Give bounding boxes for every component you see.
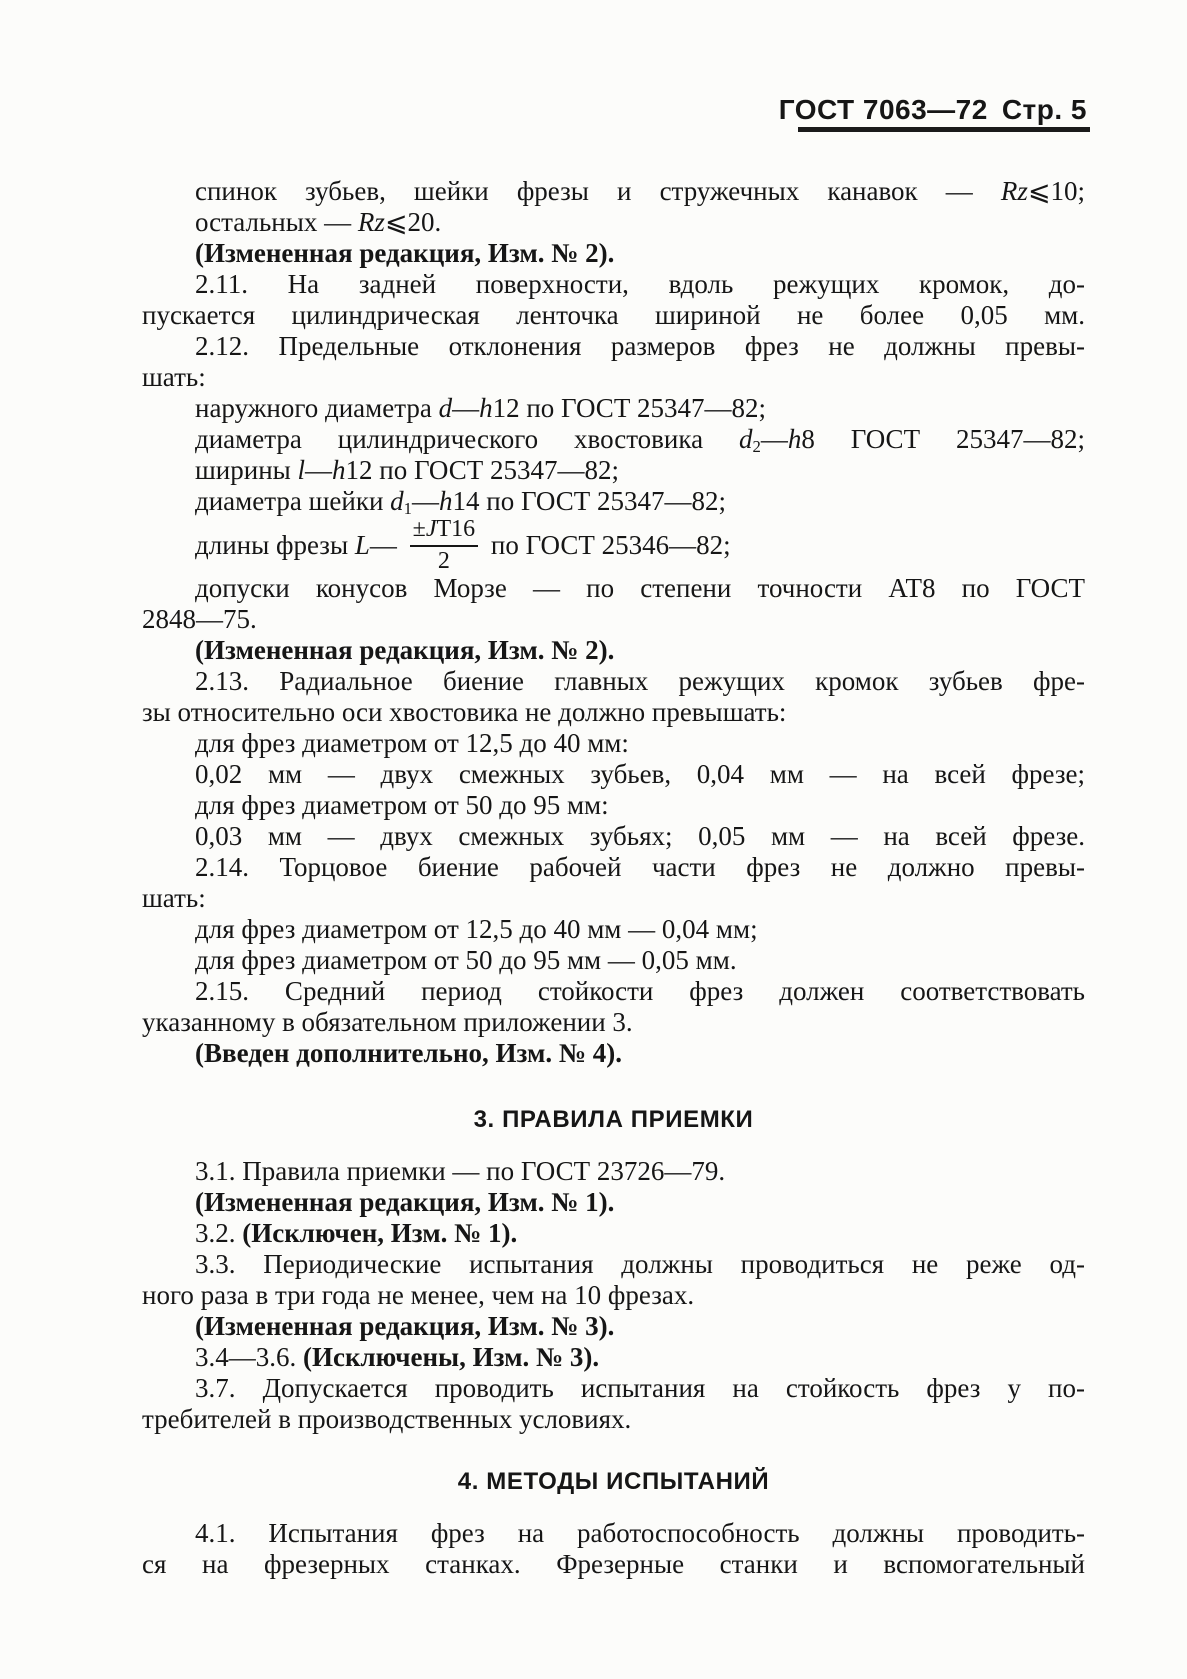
text-segment: (Исключены, Изм. № 3). [303, 1342, 600, 1372]
text-segment: спинок зубьев, шейки фрезы и стружечных канавок — [195, 176, 1001, 206]
text-line [142, 666, 1085, 697]
text-line [142, 300, 1085, 331]
text-segment: (Измененная редакция, Изм. № 2). [195, 635, 615, 665]
text-line [142, 1187, 1085, 1218]
text-segment: (Измененная редакция, Изм. № 2). [195, 238, 615, 268]
text-line [142, 1007, 1085, 1038]
text-segment: d [739, 424, 753, 454]
text-segment: l [297, 455, 306, 485]
text-segment: (Исключен, Изм. № 1). [242, 1218, 518, 1248]
text-line [142, 635, 1085, 666]
text-line [142, 604, 1085, 635]
text-segment: (Введен дополнительно, Изм. № 4). [195, 1038, 622, 1068]
text-segment: T16 [436, 516, 476, 543]
text-line [142, 976, 1085, 1007]
text-segment: 1 [403, 499, 413, 519]
text-segment: диаметра шейки [195, 486, 391, 516]
text-line [142, 331, 1085, 362]
fraction-denominator [410, 547, 479, 576]
text-line [142, 914, 1085, 945]
text-segment: ± [412, 516, 426, 543]
fraction-numerator [410, 516, 479, 547]
text-segment: 3.4—3.6. [195, 1342, 303, 1372]
text-segment: 0,02 мм — двух смежных зубьев, 0,04 мм — на всей фрезе; [195, 759, 1085, 789]
header-rule [798, 127, 1090, 132]
text-segment: h [332, 455, 346, 485]
text-segment: ⩽20. [384, 207, 442, 237]
text-segment: зы относительно оси хвостовика не должно превышать: [142, 697, 787, 727]
text-segment: для фрез диаметром от 12,5 до 40 мм: [195, 728, 629, 758]
section-heading [142, 1104, 1085, 1135]
text-segment: пускается цилиндрическая ленточка шириной не более 0,05 мм. [142, 300, 1085, 330]
text-segment: ширины [195, 455, 298, 485]
text-line [142, 424, 1085, 455]
text-segment: d [438, 393, 453, 423]
text-line [142, 573, 1085, 604]
text-segment: 2.11. На задней поверхности, вдоль режущих кромок, до- [195, 269, 1085, 299]
text-segment: — [412, 486, 440, 516]
text-segment: шать: [142, 883, 206, 913]
text-segment: диаметра цилиндрического хвостовика [195, 424, 739, 454]
text-line [142, 486, 1085, 517]
text-segment: h [787, 424, 802, 454]
text-segment: 3. ПРАВИЛА ПРИЕМКИ [473, 1106, 754, 1133]
text-line [142, 1373, 1085, 1404]
text-segment: 14 по ГОСТ 25347—82; [452, 486, 726, 516]
text-line [142, 1404, 1085, 1435]
text-segment: J [425, 516, 437, 543]
text-segment: — [452, 393, 480, 423]
text-line [142, 238, 1085, 269]
text-line [142, 883, 1085, 914]
text-segment: Rz [1000, 176, 1028, 206]
text-segment: L [354, 530, 370, 560]
text-segment: 2.13. Радиальное биение главных режущих кромок зубьев фре- [195, 666, 1085, 696]
text-line [142, 945, 1085, 976]
text-line [142, 269, 1085, 300]
text-line [142, 1311, 1085, 1342]
text-segment: остальных — [195, 207, 358, 237]
text-line [142, 455, 1085, 486]
page-number-label: Стр. 5 [1001, 94, 1087, 125]
text-line [142, 1549, 1085, 1580]
section-heading [142, 1466, 1085, 1497]
text-line [142, 393, 1085, 424]
text-segment: для фрез диаметром от 50 до 95 мм — 0,05 мм. [195, 945, 737, 975]
text-segment: 12 по ГОСТ 25347—82; [492, 393, 767, 423]
text-segment: 2.14. Торцовое биение рабочей части фрез не должно превы- [195, 852, 1085, 882]
text-line [142, 1342, 1085, 1373]
text-line [142, 517, 1085, 573]
text-segment: 8 ГОСТ 25347—82; [801, 424, 1085, 454]
text-segment: 2848—75. [142, 604, 257, 634]
text-segment: — [369, 530, 404, 560]
text-segment: 2.12. Предельные отклонения размеров фрез не должны превы- [195, 331, 1085, 361]
text-line [142, 852, 1085, 883]
text-segment: 4. МЕТОДЫ ИСПЫТАНИЙ [457, 1468, 770, 1495]
text-line [142, 1249, 1085, 1280]
text-line [142, 1518, 1085, 1549]
text-segment: требителей в производственных условиях. [142, 1404, 632, 1434]
text-line [142, 1038, 1085, 1069]
text-line [142, 759, 1085, 790]
text-segment: (Измененная редакция, Изм. № 1). [195, 1187, 615, 1217]
text-segment: длины фрезы [195, 530, 355, 560]
text-segment: наружного диаметра [195, 393, 439, 423]
text-line [142, 1280, 1085, 1311]
text-segment: ⩽10; [1027, 176, 1085, 206]
text-segment: указанному в обязательном приложении 3. [142, 1007, 633, 1037]
text-segment: ного раза в три года не менее, чем на 10 фрезах. [142, 1280, 695, 1310]
text-segment: 0,03 мм — двух смежных зубьях; 0,05 мм — на всей фрезе. [195, 821, 1085, 851]
text-line [142, 176, 1085, 207]
text-segment: d [390, 486, 404, 516]
text-line [142, 728, 1085, 759]
fraction [410, 516, 479, 575]
text-segment: по ГОСТ 25346—82; [484, 530, 731, 560]
text-line [142, 362, 1085, 393]
text-segment: 4.1. Испытания фрез на работоспособность должны проводить- [195, 1518, 1085, 1548]
text-segment: 2.15. Средний период стойкости фрез должен соответствовать [195, 976, 1085, 1006]
text-segment: шать: [142, 362, 206, 392]
text-segment: (Измененная редакция, Изм. № 3). [195, 1311, 615, 1341]
text-segment: — [305, 455, 333, 485]
text-line [142, 207, 1085, 238]
text-segment: для фрез диаметром от 12,5 до 40 мм — 0,04 мм; [195, 914, 758, 944]
text-line [142, 697, 1085, 728]
text-line [142, 1218, 1085, 1249]
text-segment: 3.7. Допускается проводить испытания на стойкость фрез у по- [195, 1373, 1085, 1403]
text-segment: — [760, 424, 788, 454]
document-body [142, 176, 1085, 1580]
text-line [142, 790, 1085, 821]
text-segment: 3.1. Правила приемки — по ГОСТ 23726—79. [195, 1156, 726, 1186]
gost-number: ГОСТ 7063—72 [778, 94, 988, 125]
page-header [600, 94, 1087, 126]
text-line [142, 821, 1085, 852]
text-segment: h [439, 486, 453, 516]
text-segment: Rz [357, 207, 385, 237]
text-line [142, 1156, 1085, 1187]
text-segment: 3.2. [195, 1218, 243, 1248]
text-segment: h [479, 393, 493, 423]
text-segment: 3.3. Периодические испытания должны проводиться не реже од- [195, 1249, 1085, 1279]
text-segment: 2 [437, 547, 450, 574]
text-segment: ся на фрезерных станках. Фрезерные станки и вспомогательный [142, 1549, 1085, 1579]
text-segment: 2 [752, 437, 761, 457]
text-segment: для фрез диаметром от 50 до 95 мм: [195, 790, 609, 820]
text-segment: 12 по ГОСТ 25347—82; [345, 455, 620, 485]
text-segment: допуски конусов Морзе — по степени точности АТ8 по ГОСТ [195, 573, 1085, 603]
